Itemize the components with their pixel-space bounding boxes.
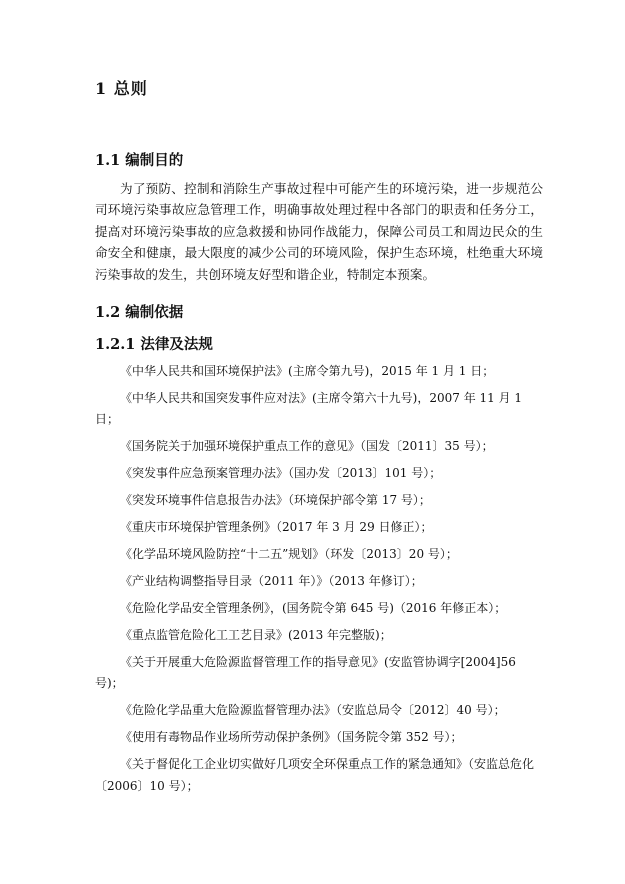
regulation-item: 《重庆市环境保护管理条例》（2017 年 3 月 29 日修正）； bbox=[120, 520, 433, 535]
section-1-1-title: 1.1 编制目的 bbox=[95, 152, 184, 169]
regulation-item: 《产业结构调整指导目录（2011 年）》（2013 年修订）； bbox=[120, 574, 423, 589]
section-1-2-1-title: 1.2.1 法律及法规 bbox=[95, 336, 213, 353]
regulation-item: 《中华人民共和国突发事件应对法》(主席令第六十九号)，2007 年 11 月 1 日； bbox=[95, 390, 523, 427]
regulation-item: 《化学品环境风险防控“十二五”规划》（环发〔2013〕20 号）； bbox=[120, 547, 458, 562]
regulation-item: 《使用有毒物品作业场所劳动保护条例》（国务院令第 352 号）； bbox=[120, 730, 463, 745]
regulation-item: 《中华人民共和国环境保护法》(主席令第九号)，2015 年 1 月 1 日； bbox=[120, 364, 495, 378]
regulation-list bbox=[95, 361, 543, 803]
regulation-item: 《关于开展重大危险源监督管理工作的指导意见》(安监管协调字[2004]56 号)； bbox=[95, 655, 516, 691]
chapter-title: 1 总则 bbox=[95, 79, 148, 98]
regulation-item: 《突发环境事件信息报告办法》（环境保护部令第 17 号）； bbox=[120, 493, 431, 508]
regulation-item: 《突发事件应急预案管理办法》（国办发〔2013〕101 号）； bbox=[120, 466, 442, 481]
purpose-paragraph: 为了预防、控制和消除生产事故过程中可能产生的环境污染，进一步规范公司环境污染事故应急管理工作，明确事故处理过程中各部门的职责和任务分工，提高对环境污染事故的应急救援和协同作战能力，保障公司员工和周边民众的生命安全和健康，最大限度的减少公司的环境风险，保护生态环境，杜绝重大环境污染事故的发生，共创环境友好型和谐企业，特制定本预案。 bbox=[95, 181, 543, 282]
regulation-item: 《国务院关于加强环境保护重点工作的意见》（国发〔2011〕35 号）； bbox=[120, 439, 494, 454]
regulation-item: 《危险化学品重大危险源监督管理办法》（安监总局令〔2012〕40 号）； bbox=[120, 703, 506, 718]
section-1-2-title: 1.2 编制依据 bbox=[95, 304, 184, 321]
regulation-item: 《重点监管危险化工工艺目录》(2013 年完整版)； bbox=[120, 628, 392, 643]
regulation-item: 《关于督促化工企业切实做好几项安全环保重点工作的紧急通知》（安监总危化〔2006〕10 号）； bbox=[95, 757, 535, 793]
regulation-item: 《危险化学品安全管理条例》，(国务院令第 645 号)（2016 年修正本）； bbox=[120, 601, 507, 616]
